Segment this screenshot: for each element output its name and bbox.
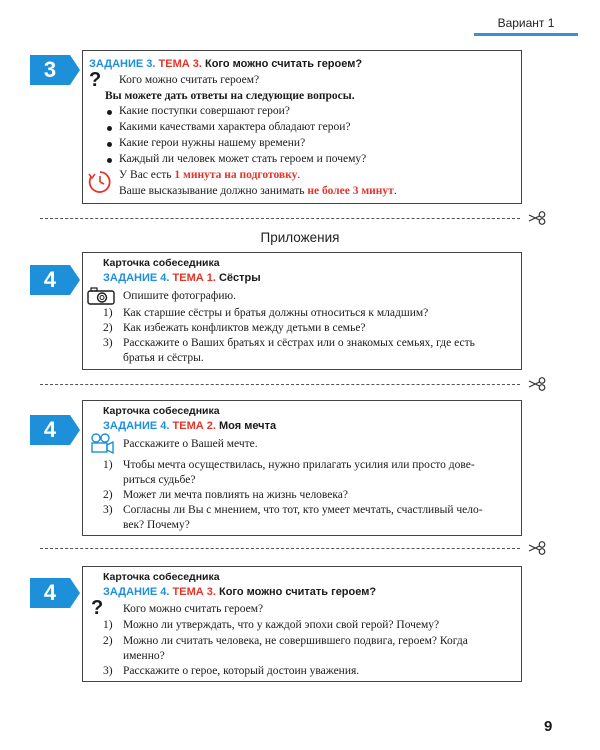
movie-camera-icon [89,433,115,455]
question-text: риться судьбе? [123,474,196,486]
bullet-dot [107,110,112,115]
task-number-badge: 3 [30,55,70,85]
answer-time-line: Ваше высказывание должно занимать не более 3 минут. [119,185,397,197]
bullet-dot [107,126,112,131]
task-label: ЗАДАНИЕ 3. [89,58,156,70]
page-number: 9 [544,718,553,735]
card3-title: ЗАДАНИЕ 4. ТЕМА 3. Кого можно считать героем? [103,586,377,598]
cut-line [40,218,520,219]
task3-title [89,58,362,70]
task3-bullet: Каждый ли человек может стать героем и почему? [119,153,367,165]
question-text: Можно ли считать человека, не совершившего подвига, героем? Когда [123,635,468,647]
task3-intro: Вы можете дать ответы на следующие вопросы. [105,90,355,102]
variant-label: Вариант 1 [497,16,555,30]
question-number: 2) [103,489,113,501]
task3-prompt: Кого можно считать героем? [119,74,260,86]
card-label: Карточка собеседника [103,257,220,269]
cut-line [40,384,520,385]
scissors-icon [528,377,546,391]
clock-icon [87,169,113,195]
question-number: 1) [103,459,113,471]
question-text: Можно ли утверждать, что у каждой эпохи свой герой? Почему? [123,619,440,631]
interlocutor-card-3 [82,566,522,682]
question-number: 1) [103,307,113,319]
card2-title: ЗАДАНИЕ 4. ТЕМА 2. Моя мечта [103,420,277,432]
question-text: Как избежать конфликтов между детьми в семье? [123,322,366,334]
prep-time: 1 минута на подготовку [174,169,298,181]
variant-underline [474,33,578,36]
task3-bullet: Какими качествами характера обладают герои? [119,121,351,133]
question-number: 2) [103,322,113,334]
question-text: Расскажите о Ваших братьях и сёстрах или о знакомых семьях, где есть [123,337,475,349]
question-number: 3) [103,665,113,677]
question-number: 3) [103,504,113,516]
question-text: Чтобы мечта осуществилась, нужно прилагать усилия или просто дове- [123,459,475,471]
card2-prompt: Расскажите о Вашей мечте. [123,438,258,450]
card-label: Карточка собеседника [103,571,220,583]
prep-time-line: У Вас есть 1 минута на подготовку. [119,169,301,181]
question-text: Может ли мечта повлиять на жизнь человека? [123,489,349,501]
answer-time-limit: не более 3 минут [307,185,394,197]
question-number: 1) [103,619,113,631]
task3-bullet: Какие герои нужны нашему времени? [119,137,306,149]
card3-prompt: Кого можно считать героем? [123,603,264,615]
question-number: 3) [103,337,113,349]
interlocutor-card-1 [82,252,522,370]
task-number-badge: 4 [30,265,70,295]
card1-prompt: Опишите фотографию. [123,290,236,302]
appendix-heading: Приложения [260,230,340,245]
card1-title: ЗАДАНИЕ 4. ТЕМА 1. Сёстры [103,272,261,284]
question-mark-icon: ? [91,597,104,619]
question-number: 2) [103,635,113,647]
card-label: Карточка собеседника [103,405,220,417]
task-number-badge: 4 [30,578,70,608]
question-text: именно? [123,650,165,662]
topic-title: Кого можно считать героем? [204,58,363,70]
question-text: Как старшие сёстры и братья должны относиться к младшим? [123,307,429,319]
topic-label: ТЕМА 3. [158,58,202,70]
task-number-badge: 4 [30,415,70,445]
cut-line [40,548,520,549]
scissors-icon [528,211,546,225]
bullet-dot [107,158,112,163]
question-text: век? Почему? [123,519,190,531]
interlocutor-card-2 [82,400,522,536]
scissors-icon [528,541,546,555]
camera-icon [87,287,115,305]
bullet-dot [107,142,112,147]
question-text: Согласны ли Вы с мнением, что тот, кто умеет мечтать, счастливый чело- [123,504,483,516]
task3-bullet: Какие поступки совершают герои? [119,105,290,117]
question-text: Расскажите о герое, который достоин уважения. [123,665,360,677]
question-mark-icon: ? [89,69,102,91]
question-text: братья и сёстры. [123,352,204,364]
task3-card [82,50,522,204]
